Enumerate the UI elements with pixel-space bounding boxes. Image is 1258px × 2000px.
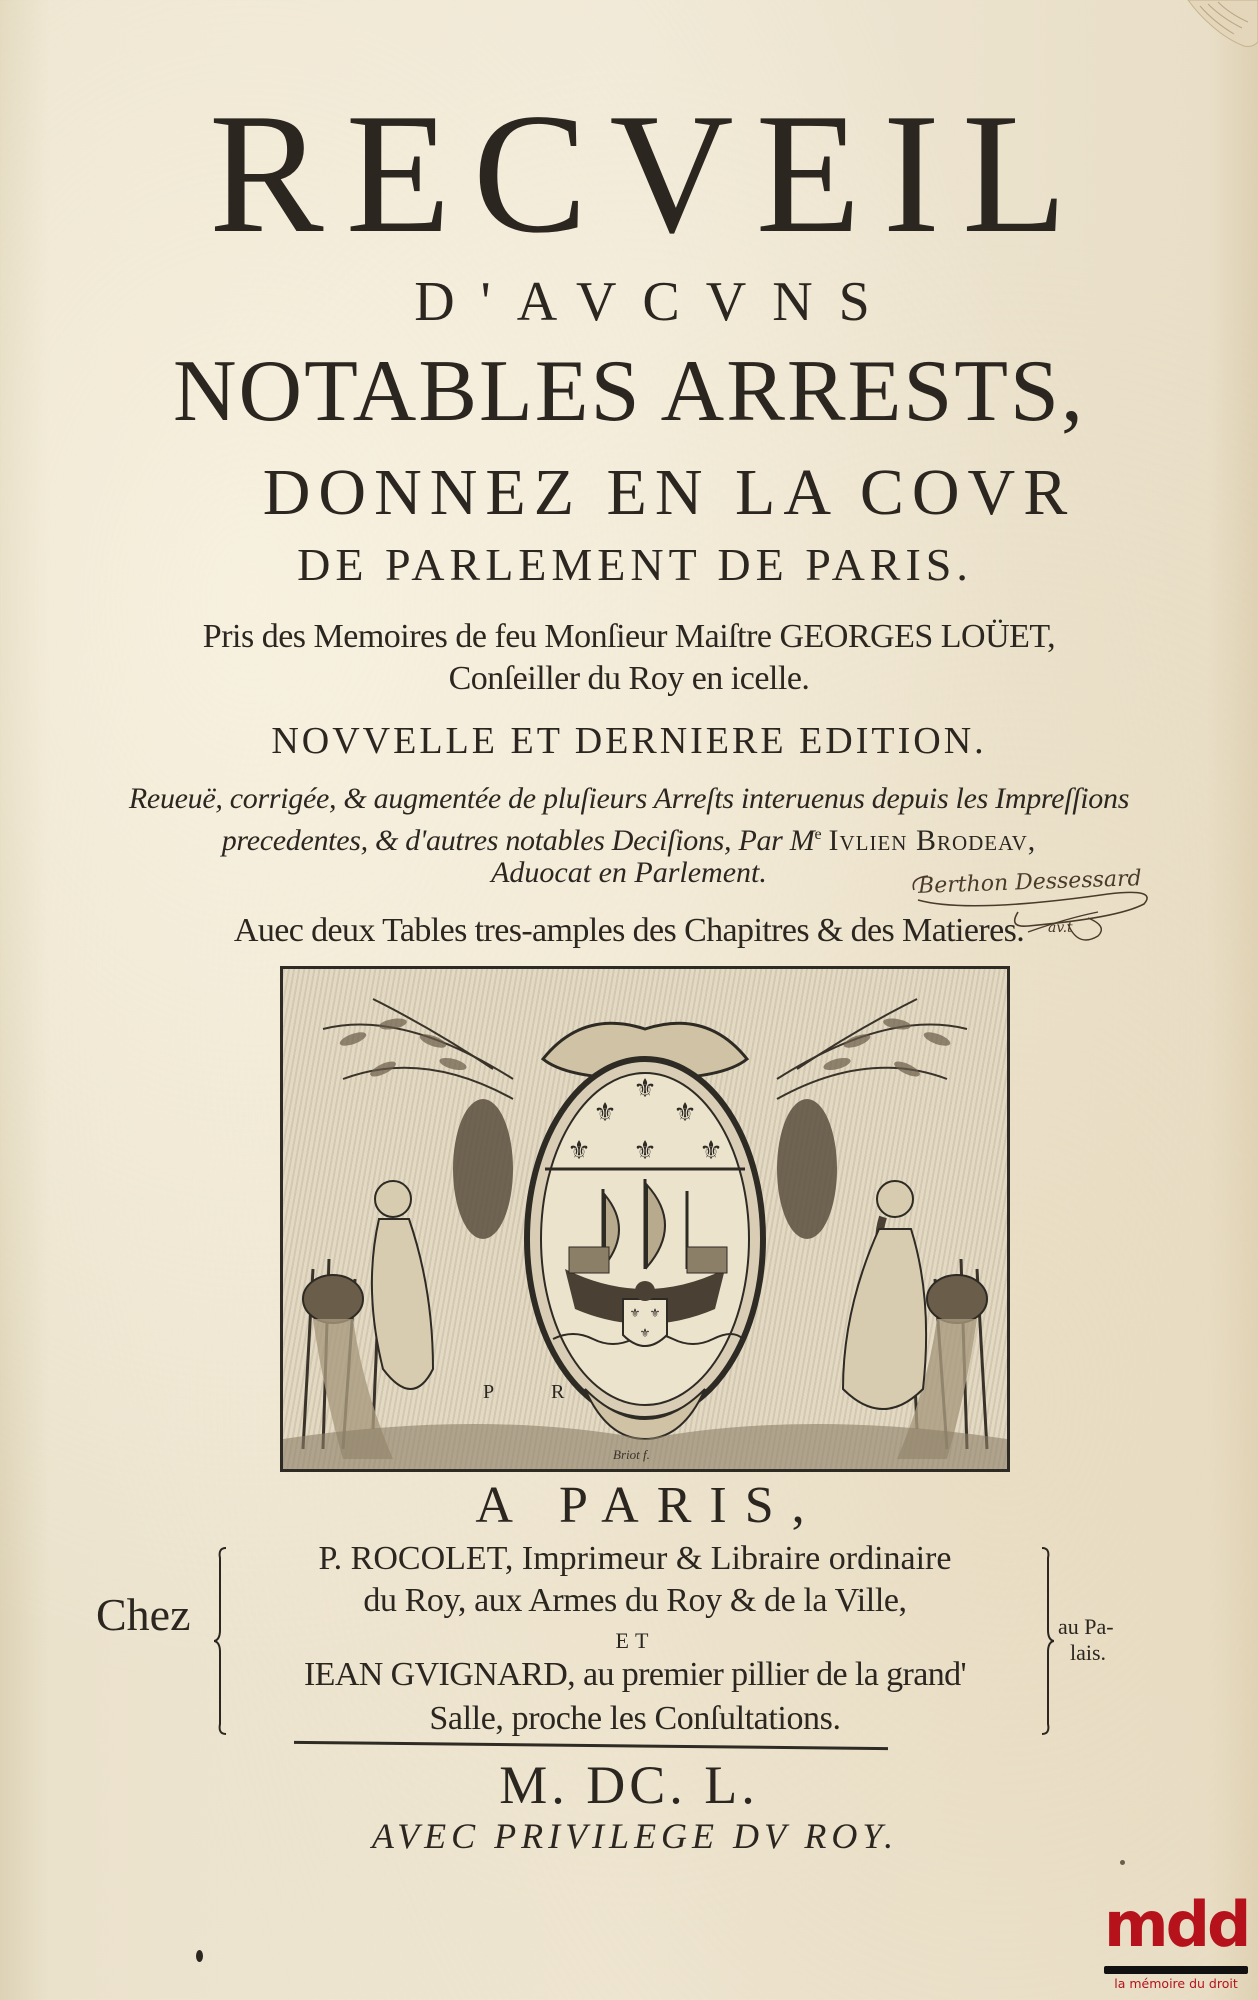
svg-text:⚜: ⚜ <box>567 1136 591 1166</box>
subtitle-small: D'AVCVNS <box>414 271 896 333</box>
parlement-line: DE PARLEMENT DE PARIS. <box>297 539 973 590</box>
svg-text:⚜: ⚜ <box>699 1136 723 1166</box>
monogram-r: R <box>551 1381 565 1403</box>
mdd-logo-letters: mdd <box>1104 1888 1249 1961</box>
tables-note: Auec deux Tables tres-amples des Chapitres & des Matieres. <box>233 912 1025 949</box>
engraver-signature: Briot f. <box>613 1447 650 1462</box>
attribution-line-1: Pris des Memoires de feu Monſieur Maiſtre GEORGES LOÜET, <box>202 618 1056 655</box>
svg-text:⚜: ⚜ <box>673 1098 697 1128</box>
subtitle-large: NOTABLES ARRESTS, <box>173 343 1085 440</box>
svg-text:⚜: ⚜ <box>649 1306 661 1320</box>
imprint-city: A PARIS, <box>475 1477 823 1534</box>
imprint-chez: Chez <box>96 1589 191 1640</box>
edition-statement: NOVVELLE ET DERNIERE EDITION. <box>271 720 987 762</box>
revision-line-2-prefix: precedentes, & d'autres notables Deciſions, Par M <box>221 824 815 857</box>
imprint-location <box>1058 1614 1114 1666</box>
monogram-p: P <box>483 1381 495 1403</box>
svg-text:⚜: ⚜ <box>633 1136 657 1166</box>
revision-line-2 <box>0 818 1258 858</box>
printer-2-line-1: IEAN GVIGNARD, au premier pillier de la grand' <box>303 1656 967 1693</box>
ink-speck <box>196 1950 203 1962</box>
engraved-arms-of-paris <box>280 966 1010 1472</box>
privilege-statement: AVEC PRIVILEGE DV ROY. <box>371 1816 899 1856</box>
svg-text:⚜: ⚜ <box>633 1074 657 1104</box>
editor-name: Ivlien Brodeav, <box>828 824 1037 857</box>
printer-1-line-1: P. ROCOLET, Imprimeur & Libraire ordinaire <box>318 1540 952 1577</box>
location-line-2: lais. <box>1070 1640 1107 1665</box>
signature-text: Berthon Dessessard <box>917 866 1143 899</box>
revision-line-3: Aduocat en Parlement. <box>491 856 767 889</box>
svg-text:⚜: ⚜ <box>629 1306 641 1320</box>
publication-date: M. DC. L. <box>499 1755 759 1815</box>
revision-line-2-superscript: e <box>814 826 822 843</box>
engraving-illustration-icon <box>283 969 1007 1469</box>
torn-page-corner <box>1178 0 1258 70</box>
printer-2-line-2: Salle, proche les Conſultations. <box>429 1700 841 1737</box>
location-line-1: au Pa- <box>1058 1614 1114 1639</box>
printer-1-line-2: du Roy, aux Armes du Roy & de la Ville, <box>363 1582 907 1619</box>
court-line: DONNEZ EN LA COVR <box>262 456 1076 529</box>
revision-line-1: Reueuë, corrigée, & augmentée de pluſieurs Arreſts interuenus depuis les Impreſſions <box>128 782 1130 815</box>
attribution-line-2: Conſeiller du Roy en icelle. <box>448 660 810 697</box>
svg-text:⚜: ⚜ <box>639 1326 651 1340</box>
svg-text:⚜: ⚜ <box>593 1098 617 1128</box>
imprint-conjunction: ET <box>615 1628 655 1653</box>
signature-note: av.t <box>1048 920 1073 936</box>
book-title: RECVEIL <box>208 79 1090 269</box>
horizontal-rule <box>294 1741 888 1750</box>
mdd-watermark-logo <box>1100 1890 1252 1998</box>
ink-speck <box>1120 1860 1125 1865</box>
mdd-tagline: la mémoire du droit <box>1114 1976 1238 1991</box>
mdd-logo-bar <box>1104 1966 1248 1974</box>
